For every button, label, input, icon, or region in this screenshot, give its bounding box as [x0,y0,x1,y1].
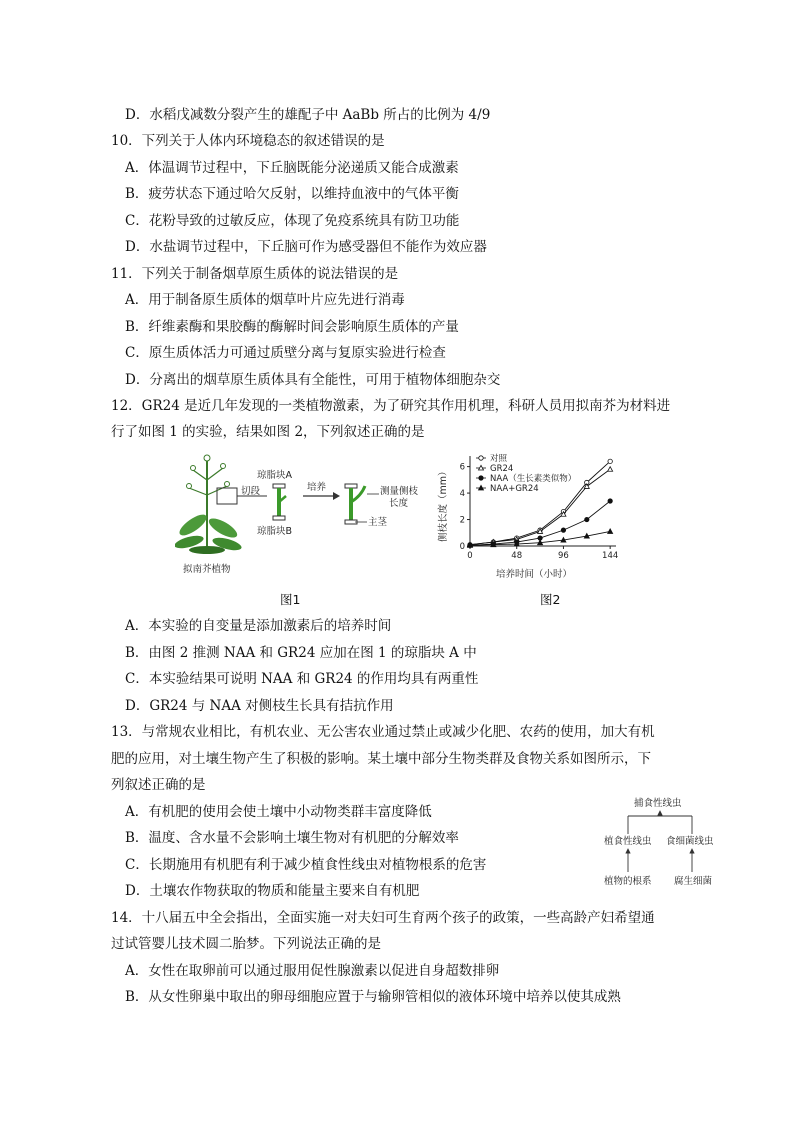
x-axis-title: 培养时间（小时） [496,569,573,580]
legend-marker [479,456,483,460]
data-point [608,529,613,534]
q12-option-c: C．本实验结果可说明 NAA 和 GR24 的作用均具有两重性 [125,671,479,687]
q10-option-b: B．疲劳状态下通过哈欠反射，以维持血液中的气体平衡 [125,186,459,202]
q12-option-b: B．由图 2 推测 NAA 和 GR24 应加在图 1 的琼脂块 A 中 [125,645,477,661]
y-axis-title: 侧枝长度（mm） [438,466,449,542]
data-point [608,499,612,503]
node-bacterivorous-nematode: 食细菌线虫 [666,836,714,847]
data-point [561,528,565,532]
figure-2-caption: 图2 [540,592,561,607]
node-plant-roots: 植物的根系 [604,876,652,887]
agar-block-b-label: 琼脂块B [257,526,293,537]
x-tick-label: 0 [467,551,473,561]
q11-option-a: A．用于制备原生质体的烟草叶片应先进行消毒 [125,292,405,308]
y-tick-label: 2 [459,515,465,526]
q11-option-b: B．纤维素酶和果胶酶的酶解时间会影响原生质体的产量 [125,319,459,335]
node-predatory-nematode: 捕食性线虫 [634,798,682,809]
q14-stem-line1: 14．十八届五中全会指出，全面实施一对夫妇可生育两个孩子的政策，一些高龄产妇希望通 [111,910,655,926]
main-stem-label: 主茎 [368,517,388,528]
data-point [585,517,589,521]
q14-stem-line2: 过试管婴儿技术圆二胎梦。下列说法正确的是 [111,936,381,952]
data-point [608,467,613,472]
q13-stem-line3: 列叙述正确的是 [111,777,206,793]
legend-entry [476,464,513,474]
x-tick-label: 96 [558,551,569,561]
measure-label-line1: 测量侧枝 [380,486,419,497]
x-tick-label: 144 [602,551,619,561]
legend-entry [476,453,508,464]
q11-option-c: C．原生质体活力可通过质壁分离与复原实验进行检查 [125,345,446,361]
legend-entry [476,484,539,494]
q10-option-c: C．花粉导致的过敏反应，体现了免疫系统具有防卫功能 [125,213,460,229]
q10-stem: 10．下列关于人体内环境稳态的叙述错误的是 [111,133,385,149]
q9-option-d: D．水稻戊减数分裂产生的雄配子中 AaBb 所占的比例为 4/9 [125,107,491,123]
node-herbivorous-nematode: 植食性线虫 [604,836,652,847]
plant-label: 拟南芥植物 [183,564,231,575]
legend-entry [476,473,576,484]
q12-stem-line2: 行了如图 1 的实验，结果如图 2，下列叙述正确的是 [111,424,425,440]
y-tick-label: 6 [459,462,465,473]
legend-label: GR24 [490,464,514,474]
figure-1-experiment [175,450,430,580]
data-point [608,459,612,463]
agar-block-a-label: 琼脂块A [257,470,292,481]
figure-2-chart [436,450,631,582]
q10-option-a: A．体温调节过程中，下丘脑既能分泌递质又能合成激素 [125,160,459,176]
legend-label: NAA（生长素类似物） [490,474,577,484]
agar-block-a [273,484,285,488]
legend-label: 对照 [490,454,508,464]
cut-label: 切段 [241,486,261,497]
y-tick-label: 4 [459,489,465,500]
agar-block-b [273,516,285,520]
measure-label-line2: 长度 [389,498,409,509]
q13-option-d: D．土壤农作物获取的物质和能量主要来自有机肥 [125,883,420,899]
q14-option-b: B．从女性卵巢中取出的卵母细胞应置于与输卵管相似的液体环境中培养以使其成熟 [125,989,621,1005]
q13-option-b: B．温度、含水量不会影响土壤生物对有机肥的分解效率 [125,830,459,846]
q11-stem: 11．下列关于制备烟草原生质体的说法错误的是 [111,266,399,282]
q11-option-d: D．分离出的烟草原生质体具有全能性，可用于植物体细胞杂交 [125,372,501,388]
x-tick-label: 48 [511,551,523,561]
y-tick-label: 0 [459,542,465,552]
node-saprophytic-bacteria: 腐生细菌 [674,876,713,887]
q12-stem-line1: 12．GR24 是近几年发现的一类植物激素，为了研究其作用机理，科研人员用拟南芥为材料进 [111,398,671,414]
q12-option-a: A．本实验的自变量是添加激素后的培养时间 [125,618,392,634]
q10-option-d: D．水盐调节过程中，下丘脑可作为感受器但不能作为效应器 [125,239,487,255]
arrow-right-icon [333,492,340,500]
q12-option-d: D．GR24 与 NAA 对侧枝生长具有拮抗作用 [125,698,394,714]
q13-option-a: A．有机肥的使用会使土壤中小动物类群丰富度降低 [125,804,432,820]
figure-1-caption: 图1 [280,592,301,607]
legend-label: NAA+GR24 [490,484,539,494]
q13-stem-line1: 13．与常规农业相比，有机农业、无公害农业通过禁止或减少化肥、农药的使用，加大有机 [111,724,655,740]
q13-option-c: C．长期施用有机肥有利于减少植食性线虫对植物根系的危害 [125,857,487,873]
culture-label: 培养 [307,482,327,493]
food-web-diagram [596,792,726,892]
q14-option-a: A．女性在取卵前可以通过服用促性腺激素以促进自身超数排卵 [125,963,500,979]
legend-marker [479,476,483,480]
q13-stem-line2: 肥的应用，对土壤生物产生了积极的影响。某土壤中部分生物类群及食物关系如图所示，下 [111,751,651,767]
